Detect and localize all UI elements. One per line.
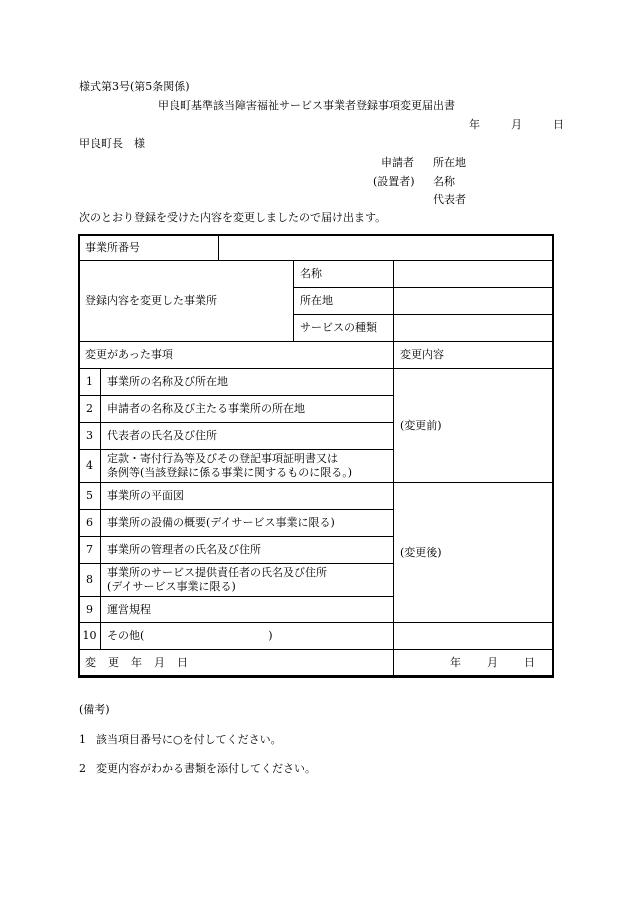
- change-after-label: (変更後): [400, 545, 442, 559]
- service-type-label: サービスの種類: [294, 315, 394, 342]
- change-before-cell[interactable]: [394, 369, 553, 483]
- item-text-line: 条例等(当該登録に係る事業に関するものに限る。): [107, 466, 353, 479]
- form-number: 様式第3号(第5条関係): [79, 80, 190, 93]
- item-number[interactable]: 3: [79, 423, 101, 450]
- item-text: 代表者の氏名及び住所: [101, 423, 394, 450]
- header-date-day: 日: [553, 118, 564, 131]
- item-number[interactable]: 9: [79, 597, 101, 623]
- changed-items-header: 変更があった事項: [79, 342, 394, 369]
- change-date-char: 年: [131, 655, 142, 669]
- office-name-field[interactable]: [394, 261, 553, 288]
- item-text-other[interactable]: [101, 623, 394, 650]
- note-text: 該当項目番号に○を付してください。: [96, 733, 282, 746]
- item-text: [101, 564, 394, 597]
- office-location-field[interactable]: [394, 288, 553, 315]
- item-text-close: ): [268, 629, 273, 642]
- item-text: [101, 450, 394, 483]
- note-text: 変更内容がわかる書類を添付してください。: [96, 762, 316, 775]
- change-date-char: 日: [177, 655, 188, 669]
- note-item: [79, 762, 316, 776]
- header-date-month: 月: [511, 118, 522, 131]
- office-name-label: 名称: [294, 261, 394, 288]
- office-number-field[interactable]: [219, 235, 553, 261]
- change-date-day: 日: [524, 655, 535, 669]
- office-number-label: 事業所番号: [79, 235, 219, 261]
- item-number[interactable]: 2: [79, 396, 101, 423]
- change-before-label: (変更前): [400, 418, 442, 432]
- item-number[interactable]: 8: [79, 564, 101, 597]
- change-after-cell[interactable]: [394, 483, 553, 623]
- item-text: 事業所の平面図: [101, 483, 394, 510]
- change-date-month: 月: [487, 655, 498, 669]
- applicant-label: 申請者: [381, 156, 414, 169]
- change-date-char: 月: [154, 655, 165, 669]
- note-number: 1: [79, 733, 86, 746]
- other-change-field[interactable]: [394, 623, 553, 650]
- item-text: 申請者の名称及び主たる事業所の所在地: [101, 396, 394, 423]
- item-text-line: 定款・寄付行為等及びその登記事項証明書又は: [107, 452, 338, 465]
- addressee: 甲良町長 様: [79, 137, 145, 150]
- change-date-value[interactable]: [394, 650, 553, 676]
- applicant-representative-label: 代表者: [433, 193, 466, 206]
- change-date-year: 年: [450, 655, 461, 669]
- item-text: その他(: [107, 629, 145, 642]
- form-title: 甲良町基準該当障害福祉サービス事業者登録事項変更届出書: [158, 99, 455, 112]
- item-number[interactable]: 1: [79, 369, 101, 396]
- change-date-char: 変: [85, 655, 96, 669]
- change-date-label: [79, 650, 394, 676]
- item-text: 事業所の設備の概要(デイサービス事業に限る): [101, 510, 394, 537]
- applicant-location-label: 所在地: [433, 156, 466, 169]
- item-text-line: 事業所のサービス提供責任者の氏名及び住所: [107, 566, 327, 579]
- note-item: [79, 733, 282, 747]
- item-text: 事業所の管理者の氏名及び住所: [101, 537, 394, 564]
- installer-label: (設置者): [373, 175, 415, 188]
- notes-heading: (備考): [79, 703, 110, 716]
- note-number: 2: [79, 762, 86, 775]
- header-date: [469, 118, 564, 132]
- item-number[interactable]: 5: [79, 483, 101, 510]
- change-form-table: [78, 234, 553, 676]
- change-content-header: 変更内容: [394, 342, 553, 369]
- change-date-char: 更: [108, 655, 119, 669]
- item-text: 事業所の名称及び所在地: [101, 369, 394, 396]
- office-location-label: 所在地: [294, 288, 394, 315]
- item-text: 運営規程: [101, 597, 394, 623]
- applicant-name-label: 名称: [433, 175, 455, 188]
- item-text-line: (デイサービス事業に限る): [107, 580, 236, 593]
- header-date-year: 年: [469, 118, 480, 131]
- service-type-field[interactable]: [394, 315, 553, 342]
- item-number[interactable]: 6: [79, 510, 101, 537]
- item-number[interactable]: 10: [79, 623, 101, 650]
- changed-office-label: 登録内容を変更した事業所: [79, 261, 294, 342]
- item-number[interactable]: 7: [79, 537, 101, 564]
- intro-text: 次のとおり登録を受けた内容を変更しましたので届け出ます。: [79, 211, 387, 224]
- item-number[interactable]: 4: [79, 450, 101, 483]
